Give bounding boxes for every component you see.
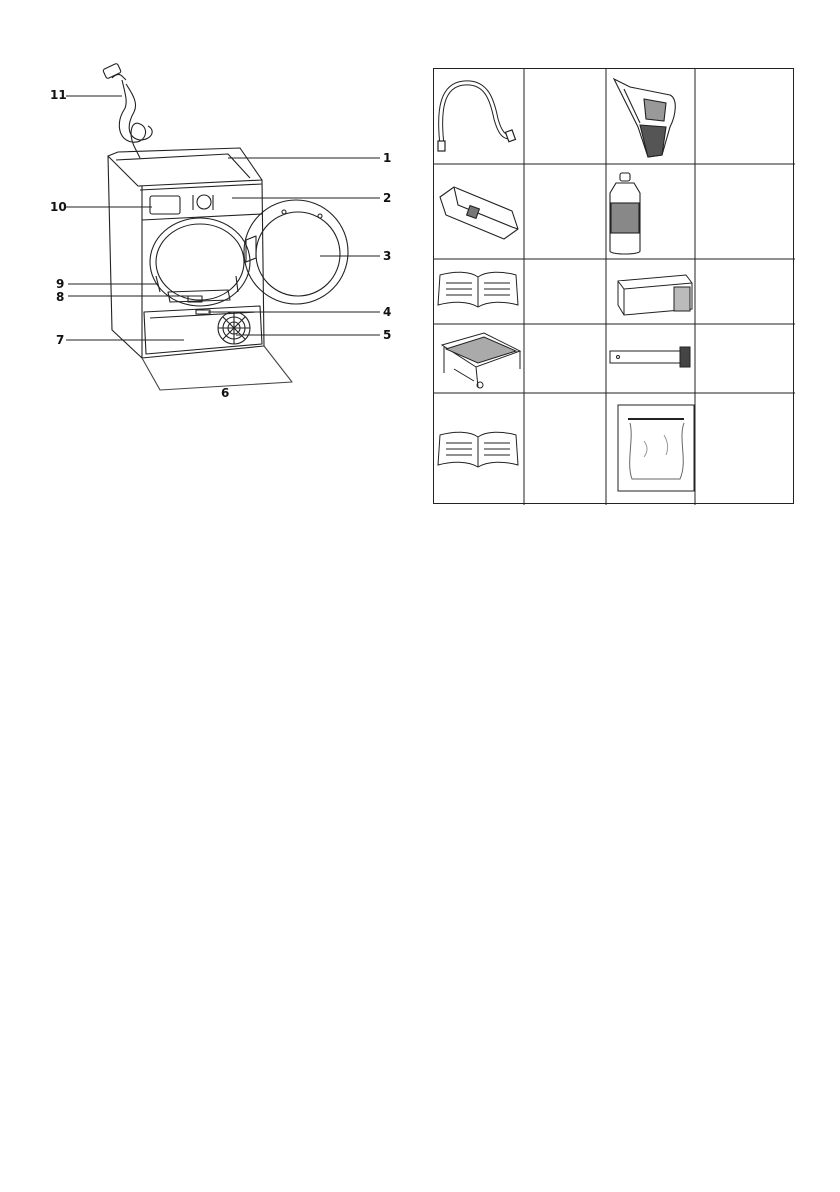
drying-rack-icon xyxy=(442,333,520,388)
spare-bag-icon xyxy=(618,405,694,491)
callout-10: 10 xyxy=(50,200,67,214)
callout-7: 7 xyxy=(56,333,65,347)
callout-6: 6 xyxy=(221,386,230,400)
cleaning-bottle-icon xyxy=(610,173,640,254)
accessories-grid xyxy=(434,69,795,505)
cleaning-brush-icon xyxy=(610,347,690,367)
callout-1: 1 xyxy=(383,151,392,165)
callout-2: 2 xyxy=(383,191,392,205)
callout-8: 8 xyxy=(56,290,65,304)
dryer-diagram xyxy=(0,0,420,420)
user-manual-icon xyxy=(438,272,518,307)
box-icon xyxy=(618,275,692,315)
sponge-filter-icon xyxy=(440,187,518,239)
callout-5: 5 xyxy=(383,328,392,342)
installation-manual-icon xyxy=(438,432,518,467)
water-tank-filter-icon xyxy=(614,79,675,157)
callout-9: 9 xyxy=(56,277,65,291)
drain-hose-icon xyxy=(438,83,515,151)
callout-4: 4 xyxy=(383,305,392,319)
accessories-table xyxy=(433,68,794,504)
callout-3: 3 xyxy=(383,249,392,263)
callout-11: 11 xyxy=(50,88,67,102)
